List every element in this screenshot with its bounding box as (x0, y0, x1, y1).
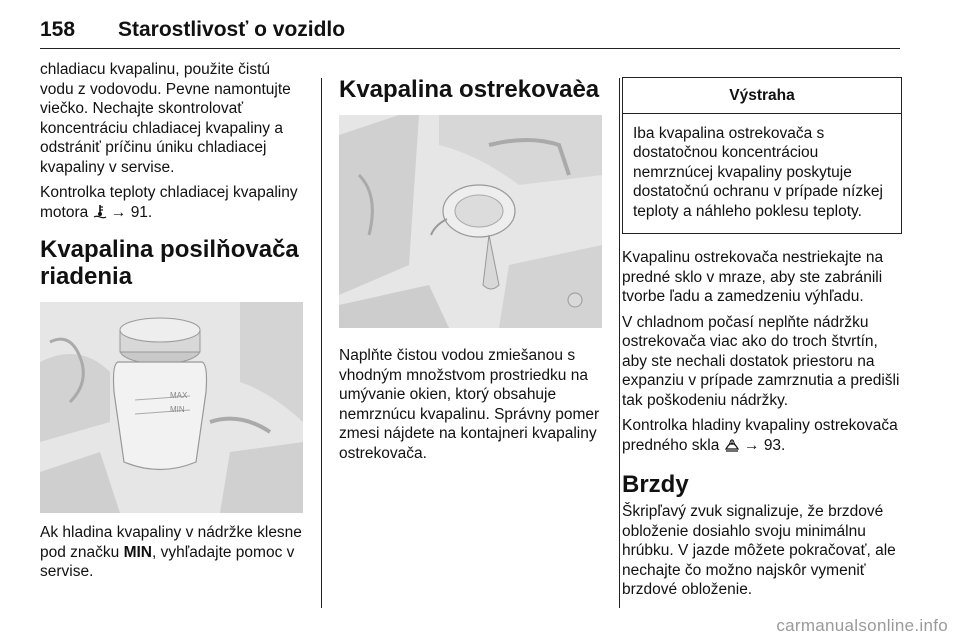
column-divider (619, 78, 620, 608)
paragraph: Škripľavý zvuk signalizuje, že brzdové obloženie dosiahlo svoju minimálnu hrúbku. V jazde môžete pokračovať, ale nechajte čo možno najskôr vymeniť brzdové obloženie. (622, 503, 896, 598)
paragraph: chladiacu kvapalinu, použite čistú vodu z vodovodu. Pevne namontujte viečko. Nechajte skontrolovať koncentráciu chladiacej kvapaliny a odstrániť príčinu úniku chladiacej kvapaliny v servise. (40, 61, 291, 176)
column-3 (622, 60, 902, 606)
washer-fluid-icon (724, 437, 740, 452)
watermark: carmanualsonline.info (776, 616, 948, 635)
section-heading: Brzdy (622, 471, 689, 498)
warning-title: Výstraha (623, 78, 901, 114)
page-ref-link[interactable]: 93. (763, 436, 786, 454)
section-heading: Kvapalina ostrekovaèa (339, 76, 600, 103)
column-2 (339, 60, 604, 469)
column-1 (40, 60, 306, 588)
paragraph-min-level: Ak hladina kvapaliny v nádržke klesne pod značku MIN, vyhľadajte pomoc v servise. (40, 524, 302, 580)
max-label: MAX (170, 391, 188, 400)
page-ref-link[interactable]: 91. (130, 203, 153, 221)
paragraph-coolant-warning-light: Kontrolka teploty chladiacej kvapaliny motora → 91. (40, 184, 298, 221)
column-divider (321, 78, 322, 608)
warning-box (622, 77, 902, 234)
page-header (40, 14, 900, 49)
page-number: 158 (40, 18, 76, 41)
page-ref-arrow-icon: → (744, 436, 760, 454)
paragraph: Naplňte čistou vodou zmiešanou s vhodným množstvom prostriedku na umývanie okien, ktorý obsahuje nemrznúcu kvapalinu. Správny pomer zmesi nájdete na kontajneri kvapaliny ostrekovača. (339, 347, 600, 462)
paragraph-washer-warning-light: Kontrolka hladiny kvapaliny ostrekovača predného skla → 93. (622, 417, 898, 454)
warning-body: Iba kvapalina ostrekovača s dostatočnou koncentráciou nemrznúcej kvapaliny poskytuje dostatočnú ochranu v prípade nízkej teploty a náhleho poklesu teploty. (633, 124, 883, 220)
page-title: Starostlivosť o vozidlo (118, 18, 346, 41)
washer-fluid-reservoir-illustration (339, 115, 602, 328)
power-steering-reservoir-illustration (40, 302, 303, 513)
min-label: MIN (170, 405, 185, 414)
coolant-temperature-icon (93, 204, 107, 219)
paragraph: Kvapalinu ostrekovača nestriekajte na predné sklo v mraze, aby ste zabránili tvorbe ľadu a zamedzeniu výhľadu. (622, 249, 884, 305)
page-ref-arrow-icon: → (110, 203, 127, 221)
paragraph: V chladnom počasí neplňte nádržku ostrekovača viac ako do troch štvrtín, aby ste nechali dostatok priestoru na expanziu v prípade zamrznutia a predišli tak poškodeniu nádržky. (622, 313, 900, 409)
section-heading: Kvapalina posilňovača riadenia (40, 236, 299, 290)
